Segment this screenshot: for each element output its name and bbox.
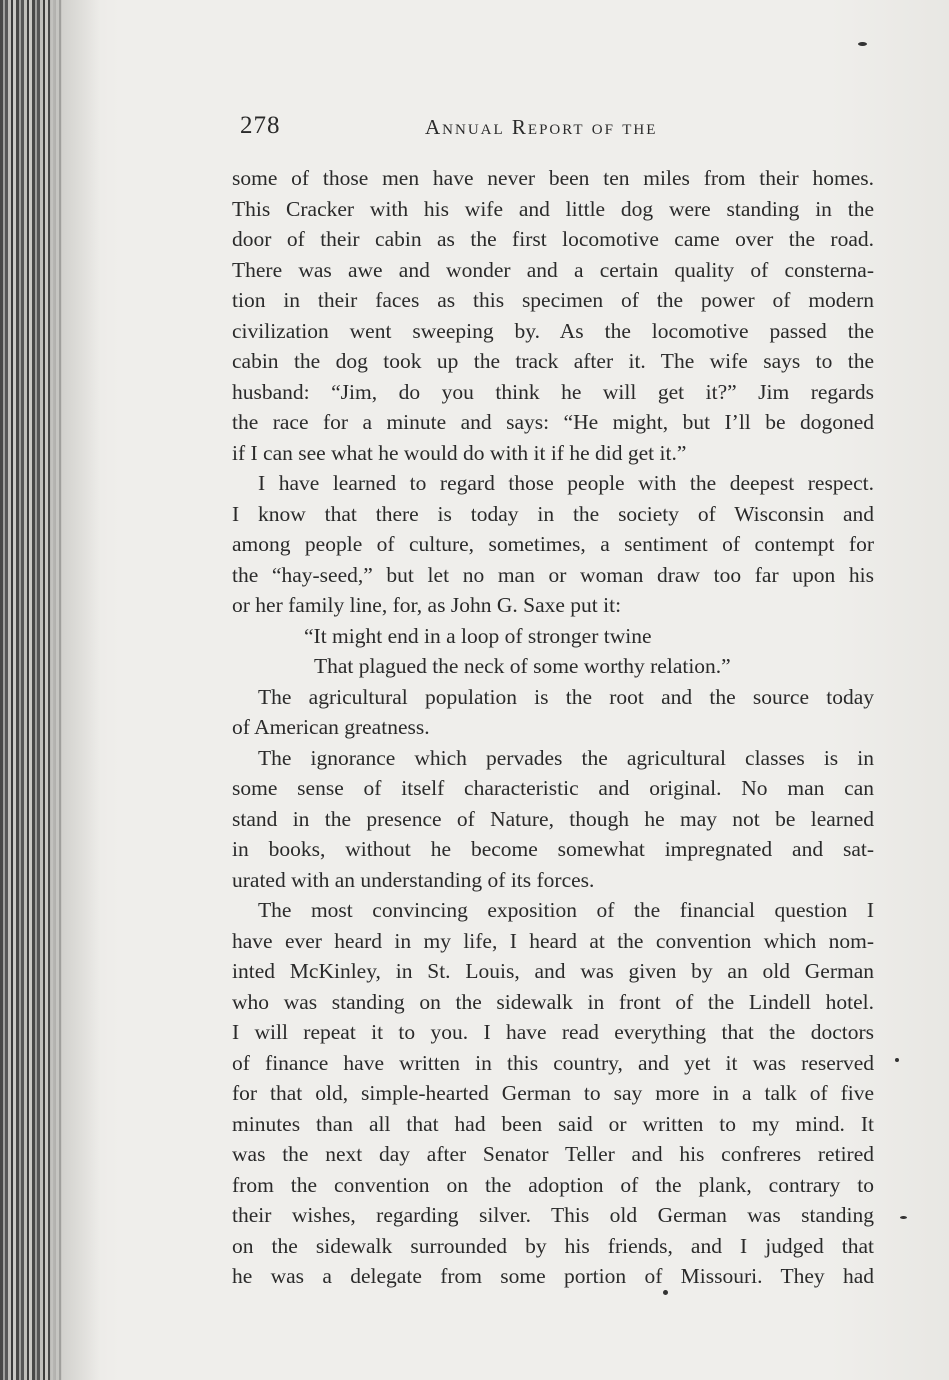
page-header	[240, 112, 880, 152]
text-line: The agricultural population is the root and the source today	[258, 684, 874, 709]
text-line: he was a delegate from some portion of Missouri. They had	[232, 1264, 874, 1288]
text-line: inted McKinley, in St. Louis, and was given by an old German	[232, 959, 874, 983]
text-line: have ever heard in my life, I heard at the convention which nom-	[232, 928, 874, 953]
verse-line: “It might end in a loop of stronger twine	[304, 623, 652, 648]
text-line: among people of culture, sometimes, a sentiment of contempt for	[232, 532, 874, 556]
verse-line: That plagued the neck of some worthy relation.”	[314, 654, 731, 678]
text-line: some sense of itself characteristic and original. No man can	[232, 776, 874, 800]
text-line: in books, without he become somewhat impregnated and sat-	[232, 837, 874, 861]
text-line: was the next day after Senator Teller and his confreres retired	[232, 1142, 874, 1166]
text-line: husband: “Jim, do you think he will get it?” Jim regards	[232, 379, 874, 404]
text-line: their wishes, regarding silver. This old German was standing	[232, 1203, 874, 1227]
text-line: if I can see what he would do with it if he did get it.”	[232, 440, 687, 465]
ink-speck	[858, 42, 867, 46]
text-line: some of those men have never been ten miles from their homes.	[232, 166, 874, 190]
text-line: from the convention on the adoption of the plank, contrary to	[232, 1172, 874, 1197]
text-line: on the sidewalk surrounded by his friends, and I judged that	[232, 1233, 874, 1258]
text-line: There was awe and wonder and a certain quality of consterna-	[232, 257, 874, 282]
page-number: 278	[240, 112, 281, 139]
binding-shadow	[50, 0, 100, 1380]
text-line: or her family line, for, as John G. Saxe put it:	[232, 593, 622, 617]
text-line: I have learned to regard those people with the deepest respect.	[258, 471, 874, 495]
text-line: of American greatness.	[232, 715, 430, 739]
text-line: urated with an understanding of its forces.	[232, 867, 595, 892]
text-line: tion in their faces as this specimen of the power of modern	[232, 288, 874, 312]
text-line: minutes than all that had been said or written to my mind. It	[232, 1111, 874, 1136]
text-line: civilization went sweeping by. As the locomotive passed the	[232, 318, 874, 343]
text-line: This Cracker with his wife and little dog were standing in the	[232, 196, 874, 221]
running-head: Annual Report of the	[425, 115, 658, 139]
ink-speck	[895, 1058, 899, 1062]
text-line: for that old, simple-hearted German to say more in a talk of five	[232, 1081, 874, 1105]
text-line: cabin the dog took up the track after it. The wife says to the	[232, 349, 874, 373]
text-line: stand in the presence of Nature, though he may not be learned	[232, 806, 874, 831]
body-text	[232, 163, 874, 1292]
text-line: door of their cabin as the first locomotive came over the road.	[232, 227, 874, 251]
text-line: who was standing on the sidewalk in front of the Lindell hotel.	[232, 989, 874, 1014]
text-line: The most convincing exposition of the financial question I	[258, 898, 874, 922]
ink-speck	[663, 1290, 668, 1295]
text-line: I know that there is today in the society of Wisconsin and	[232, 501, 874, 526]
text-line: the “hay-seed,” but let no man or woman draw too far upon his	[232, 562, 874, 587]
ink-speck	[900, 1216, 907, 1219]
text-line: the race for a minute and says: “He might, but I’ll be dogoned	[232, 410, 874, 434]
text-line: I will repeat it to you. I have read everything that the doctors	[232, 1020, 874, 1044]
text-line: of finance have written in this country, and yet it was reserved	[232, 1050, 874, 1075]
text-line: The ignorance which pervades the agricultural classes is in	[258, 745, 874, 770]
